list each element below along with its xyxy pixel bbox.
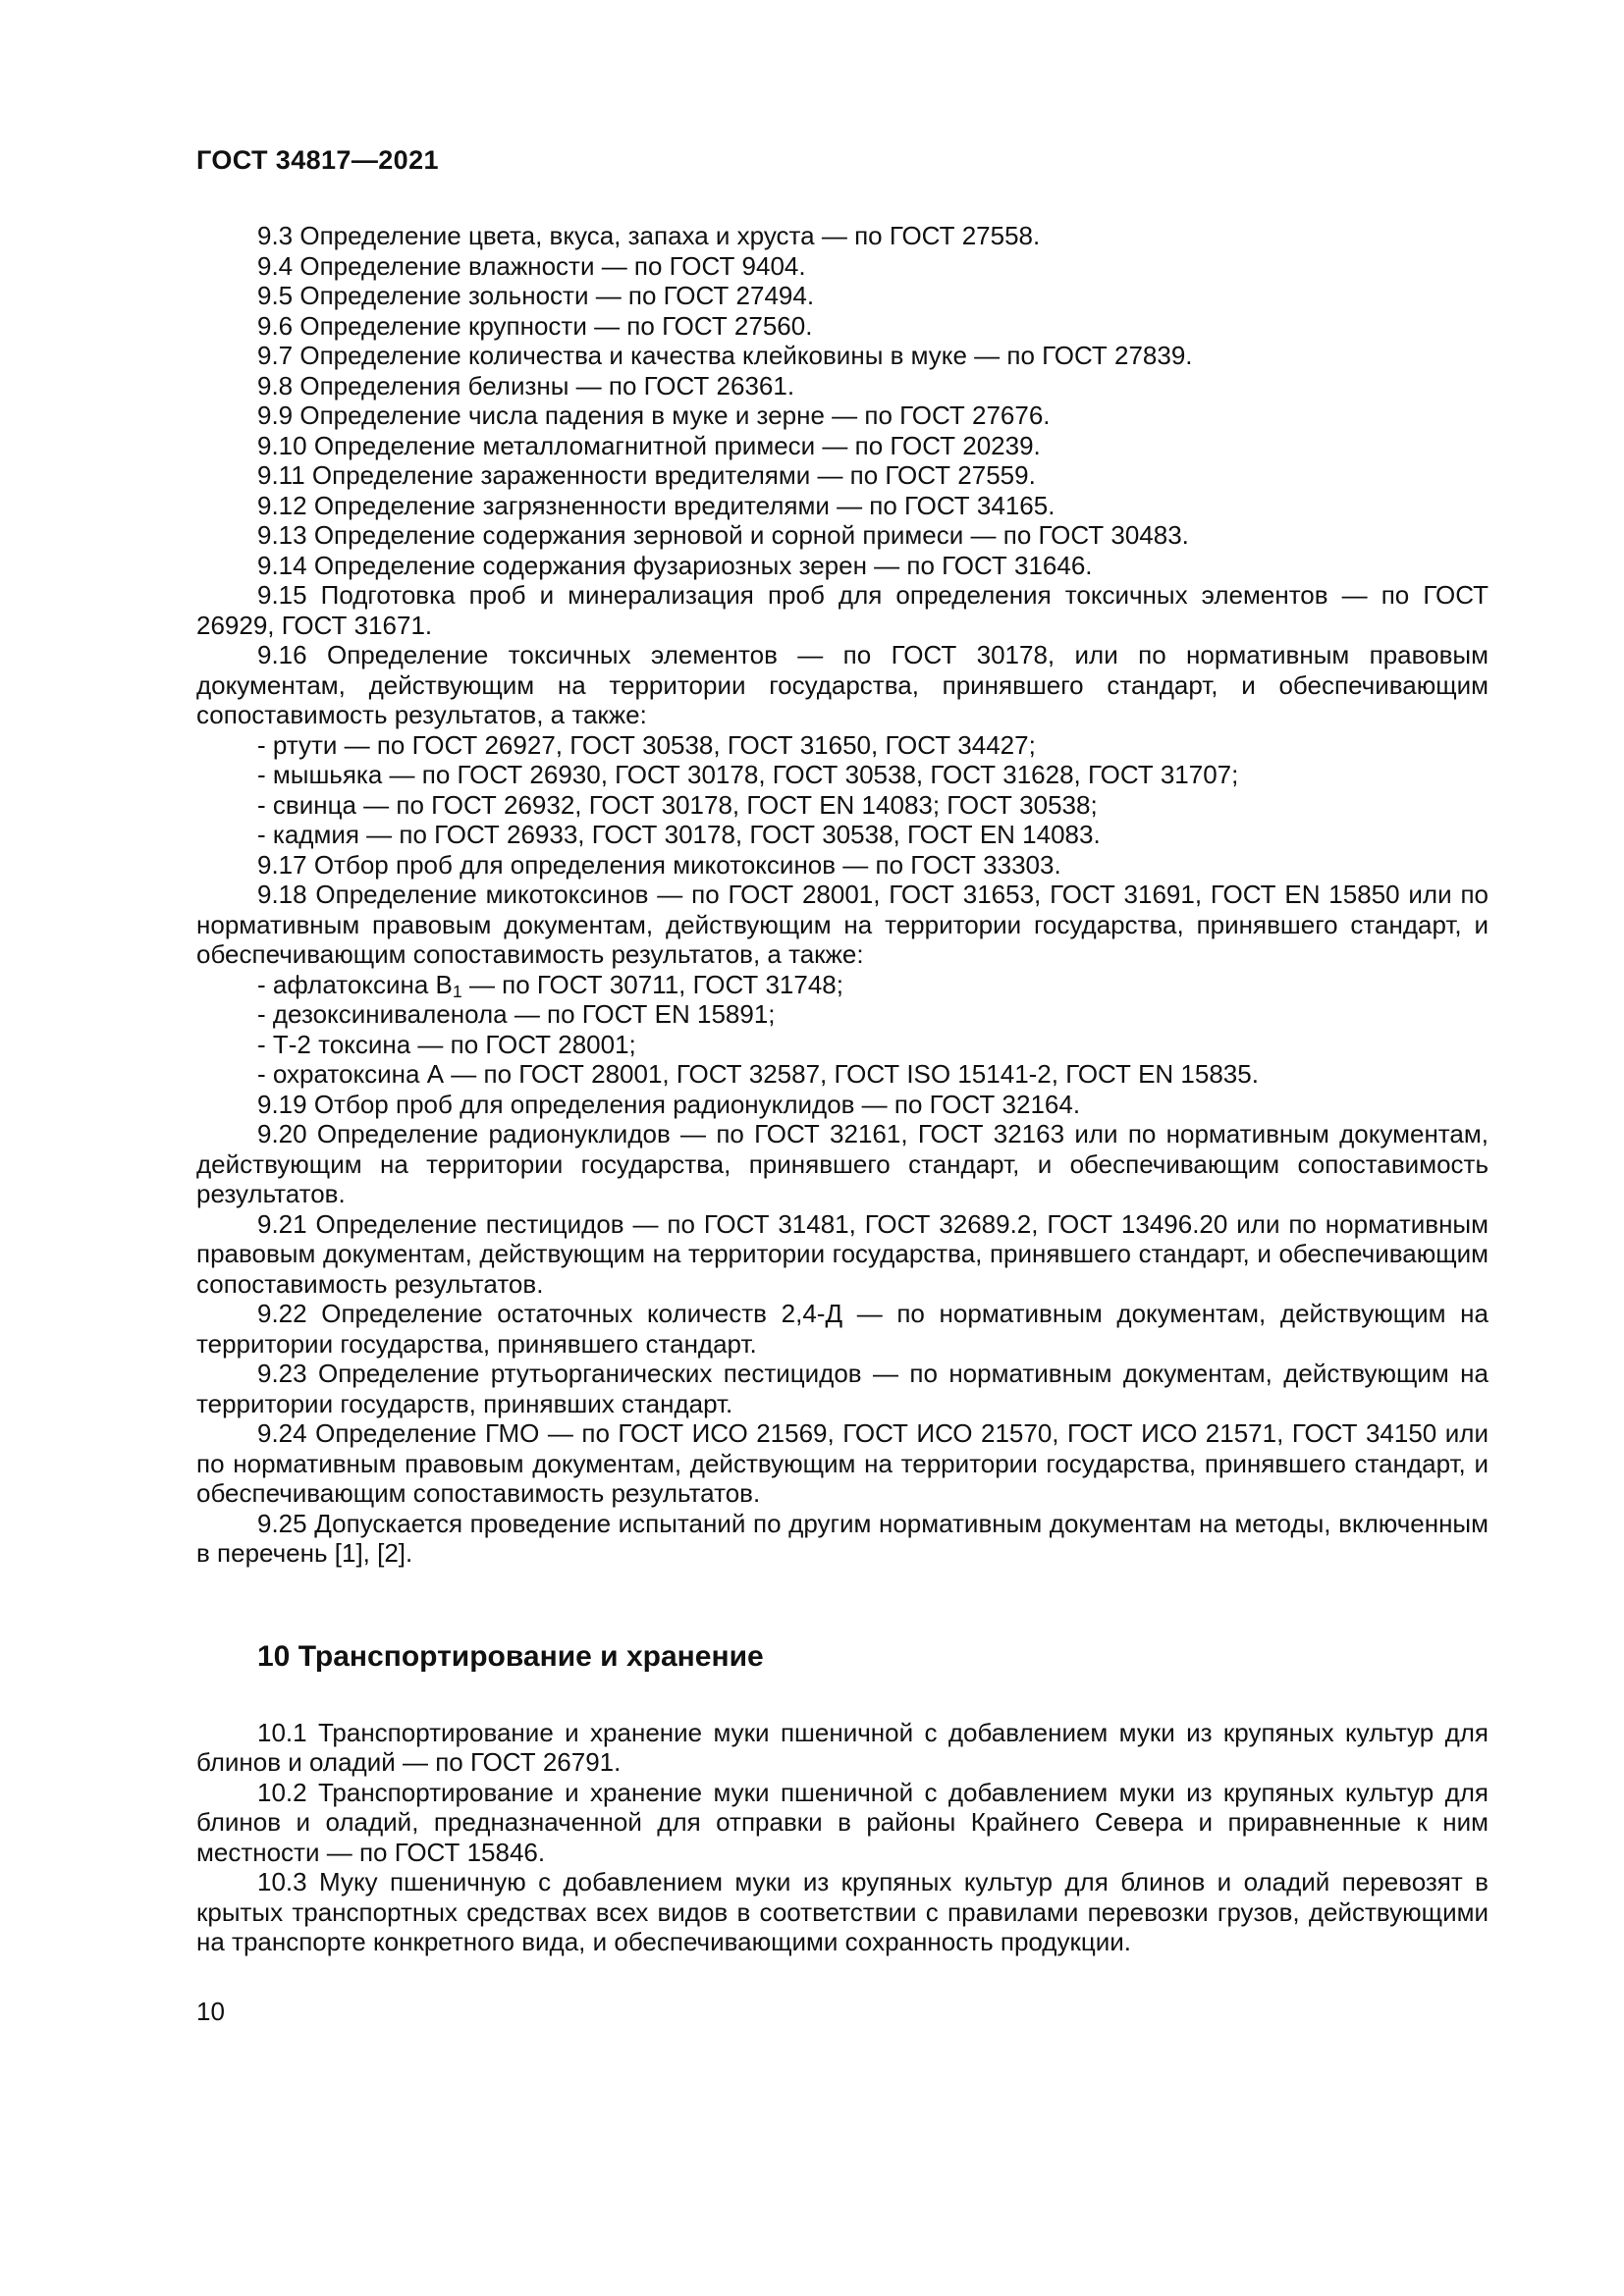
list-item-paragraph: - мышьяка — по ГОСТ 26930, ГОСТ 30178, ГОСТ 30538, ГОСТ 31628, ГОСТ 31707; <box>257 760 1239 789</box>
list-item-paragraph: - дезоксиниваленола — по ГОСТ EN 15891; <box>257 999 776 1029</box>
section-10-heading: 10 Транспортирование и хранение <box>257 1639 764 1673</box>
list-item-paragraph: - свинца — по ГОСТ 26932, ГОСТ 30178, ГОСТ EN 14083; ГОСТ 30538; <box>257 789 1098 820</box>
clause-paragraph: 9.8 Определения белизны — по ГОСТ 26361. <box>257 370 795 400</box>
paragraph-text: — по ГОСТ 30711, ГОСТ 31748; <box>461 969 843 999</box>
clause-paragraph: 9.9 Определение числа падения в муке и зерне — по ГОСТ 27676. <box>257 400 1051 430</box>
list-item-paragraph <box>196 970 1489 1000</box>
clause-paragraph: 10.2 Транспортирование и хранение муки пшеничной с добавлением муки из крупяных культур для блинов и оладий, предназначенной для отправки в районы Крайнего Севера и приравненные к ним местности — по ГОСТ 15846. <box>196 1777 1489 1867</box>
page-number: 10 <box>196 1996 225 2026</box>
clause-paragraph: 9.17 Отбор проб для определения микотоксинов — по ГОСТ 33303. <box>257 849 1061 880</box>
section-9 <box>196 221 1489 1569</box>
clause-paragraph: 9.15 Подготовка проб и минерализация проб для определения токсичных элементов — по ГОСТ 26929, ГОСТ 31671. <box>196 580 1489 640</box>
clause-paragraph: 9.4 Определение влажности — по ГОСТ 9404. <box>257 250 806 281</box>
clause-paragraph: 9.23 Определение ртутьорганических пестицидов — по нормативным документам, действующим на территории государств, принявших стандарт. <box>196 1359 1489 1418</box>
clause-paragraph: 10.3 Муку пшеничную с добавлением муки из крупяных культур для блинов и оладий перевозят в крытых транспортных средствах всех видов в соответствии с правилами перевозки грузов, действующими на транспорте конкретного вида, и обеспечивающими сохранность продукции. <box>196 1867 1489 1956</box>
list-item-paragraph: - кадмия — по ГОСТ 26933, ГОСТ 30178, ГОСТ 30538, ГОСТ EN 14083. <box>257 820 1101 849</box>
list-item-paragraph: - охратоксина А — по ГОСТ 28001, ГОСТ 32587, ГОСТ ISO 15141-2, ГОСТ EN 15835. <box>257 1059 1259 1089</box>
clause-paragraph: 9.25 Допускается проведение испытаний по другим нормативным документам на методы, включенным в перечень [1], [2]. <box>196 1508 1489 1568</box>
clause-paragraph: 9.13 Определение содержания зерновой и сорной примеси — по ГОСТ 30483. <box>257 520 1189 550</box>
document-content <box>196 221 1489 1957</box>
list-item-paragraph: - Т-2 токсина — по ГОСТ 28001; <box>257 1029 636 1059</box>
clause-paragraph: 9.22 Определение остаточных количеств 2,4-Д — по нормативным документам, действующим на территории государства, принявшего стандарт. <box>196 1299 1489 1359</box>
clause-paragraph: 9.14 Определение содержания фузариозных зерен — по ГОСТ 31646. <box>257 550 1093 580</box>
clause-paragraph: 9.20 Определение радионуклидов — по ГОСТ 32161, ГОСТ 32163 или по нормативным документам, действующим на территории государства, принявшего стандарт, и обеспечивающим сопоставимость результатов. <box>196 1119 1489 1208</box>
subscript-text: 1 <box>452 981 462 1001</box>
clause-paragraph: 9.12 Определение загрязненности вредителями — по ГОСТ 34165. <box>257 490 1056 520</box>
clause-paragraph: 10.1 Транспортирование и хранение муки пшеничной с добавлением муки из крупяных культур для блинов и оладий — по ГОСТ 26791. <box>196 1717 1489 1777</box>
clause-paragraph: 9.16 Определение токсичных элементов — по ГОСТ 30178, или по нормативным правовым документам, действующим на территории государства, принявшего стандарт, и обеспечивающим сопоставимость результатов, а также: <box>196 640 1489 729</box>
clause-paragraph: 9.24 Определение ГМО — по ГОСТ ИСО 21569, ГОСТ ИСО 21570, ГОСТ ИСО 21571, ГОСТ 34150 или по нормативным правовым документам, действующим на территории государства, принявшего стандарт, и обеспечивающим сопоставимость результатов. <box>196 1418 1489 1508</box>
clause-paragraph: 9.7 Определение количества и качества клейковины в муке — по ГОСТ 27839. <box>257 341 1193 370</box>
clause-paragraph: 9.3 Определение цвета, вкуса, запаха и хруста — по ГОСТ 27558. <box>257 221 1041 250</box>
clause-paragraph: 9.11 Определение зараженности вредителями — по ГОСТ 27559. <box>257 460 1036 490</box>
clause-paragraph: 9.19 Отбор проб для определения радионуклидов — по ГОСТ 32164. <box>257 1089 1081 1119</box>
clause-paragraph: 9.5 Определение зольности — по ГОСТ 27494. <box>257 281 815 310</box>
section-10 <box>196 1639 1489 1957</box>
list-item-paragraph: - ртути — по ГОСТ 26927, ГОСТ 30538, ГОСТ 31650, ГОСТ 34427; <box>257 729 1036 760</box>
clause-paragraph: 9.10 Определение металломагнитной примеси — по ГОСТ 20239. <box>257 430 1041 460</box>
clause-paragraph: 9.18 Определение микотоксинов — по ГОСТ 28001, ГОСТ 31653, ГОСТ 31691, ГОСТ EN 15850 или по нормативным правовым документам, действующим на территории государства, принявшего стандарт, и обеспечивающим сопоставимость результатов, а также: <box>196 880 1489 969</box>
clause-paragraph: 9.21 Определение пестицидов — по ГОСТ 31481, ГОСТ 32689.2, ГОСТ 13496.20 или по нормативным правовым документам, действующим на территории государства, принявшего стандарт, и обеспечивающим сопоставимость результатов. <box>196 1208 1489 1299</box>
paragraph-text: - афлатоксина В <box>257 969 453 999</box>
clause-paragraph: 9.6 Определение крупности — по ГОСТ 27560. <box>257 310 813 341</box>
standard-number: ГОСТ 34817—2021 <box>196 145 439 175</box>
